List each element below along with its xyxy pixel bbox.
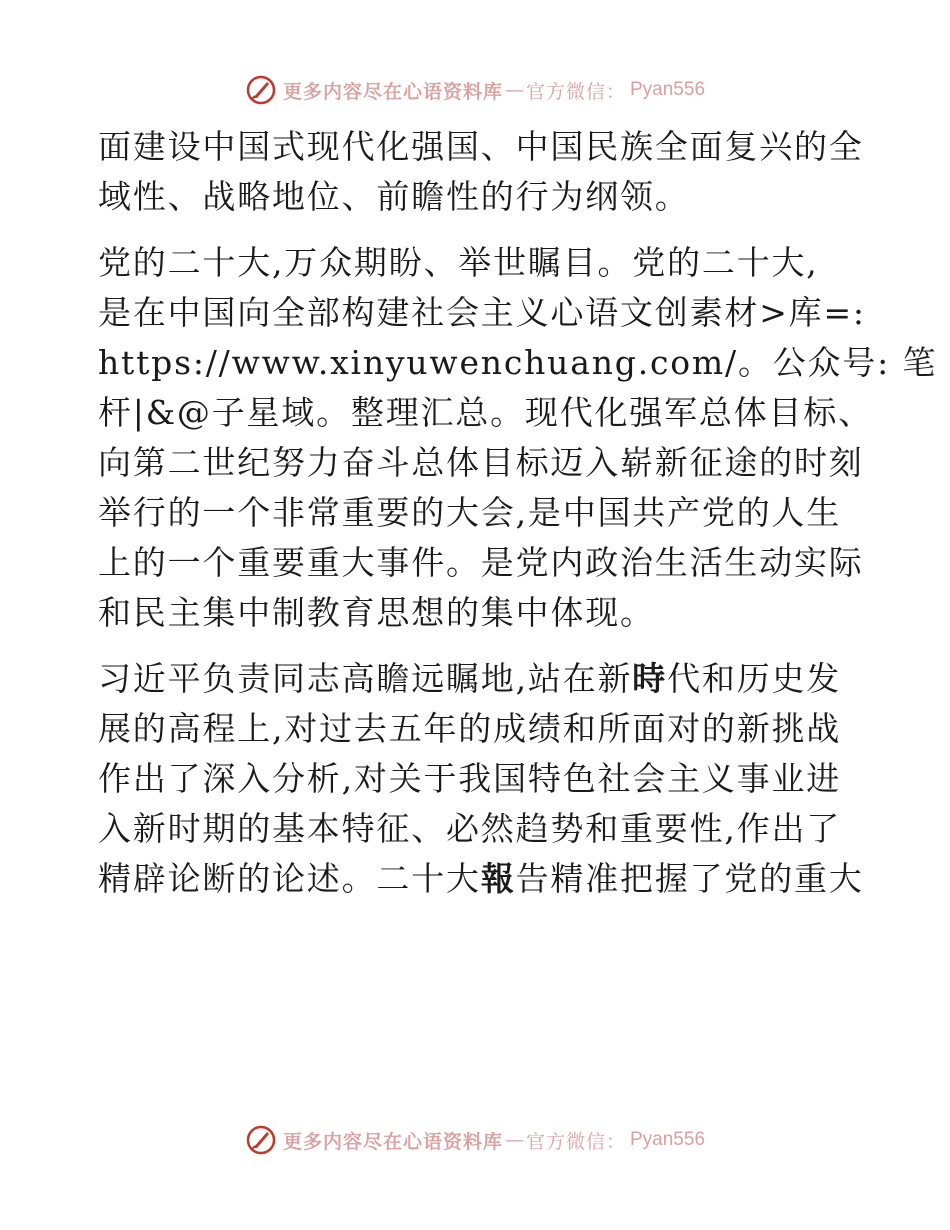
text-line: 和民主集中制教育思想的集中体现。	[98, 593, 655, 632]
footer-watermark	[0, 1120, 950, 1160]
text-line: 杆|&@子星域。整理汇总。现代化强军总体目标、	[98, 393, 873, 432]
paragraph-2	[98, 238, 938, 638]
text-line: 入新时期的基本特征、必然趋势和重要性,作出了	[98, 809, 842, 848]
text-line: 向第二世纪努力奋斗总体目标迈入崭新征途的时刻	[98, 443, 864, 482]
paragraph-1	[98, 122, 864, 222]
variant-glyph: 報	[480, 859, 516, 898]
text-line: 展的高程上,对过去五年的成绩和所面对的新挑战	[98, 709, 842, 748]
brand-separator: —	[504, 1129, 524, 1151]
text-line	[98, 854, 864, 904]
wechat-id: Pyan556	[630, 1129, 706, 1150]
text-segment: 告精准把握了党的重大	[515, 859, 864, 898]
document-body	[98, 122, 938, 920]
url-text-line: https://www.xinyuwenchuang.com/。公众号: 笔	[98, 343, 938, 382]
brand-name: 更多内容尽在心语资料库	[282, 1130, 503, 1153]
brand-name: 更多内容尽在心语资料库	[282, 80, 503, 103]
brand-separator: —	[504, 79, 524, 101]
text-line: 举行的一个非常重要的大会,是中国共产党的人生	[98, 493, 842, 532]
wechat-id: Pyan556	[630, 79, 706, 100]
quill-logo-icon	[245, 74, 277, 106]
paragraph-3	[98, 654, 864, 904]
text-line: 面建设中国式现代化强国、中国民族全面复兴的全	[98, 127, 864, 166]
text-segment: 习近平负责同志高瞻远瞩地,站在新	[98, 659, 633, 698]
variant-glyph: 時	[632, 659, 668, 698]
header-watermark	[0, 70, 950, 110]
text-line: 作出了深入分析,对关于我国特色社会主义事业进	[98, 759, 842, 798]
text-line: 是在中国向全部构建社会主义心语文创素材>库=:	[98, 293, 866, 332]
quill-logo-icon	[245, 1124, 277, 1156]
text-line: 上的一个重要重大事件。是党内政治生活生动实际	[98, 543, 864, 582]
text-segment: 精辟论断的论述。二十大	[98, 859, 481, 898]
text-segment: 代和历史发	[667, 659, 842, 698]
text-line: 域性、战略地位、前瞻性的行为纲领。	[98, 177, 690, 216]
wechat-label: 官方微信：	[525, 1130, 626, 1153]
wechat-label: 官方微信：	[525, 80, 626, 103]
text-line	[98, 654, 858, 704]
text-line: 党的二十大,万众期盼、举世瞩目。党的二十大,	[98, 243, 819, 282]
